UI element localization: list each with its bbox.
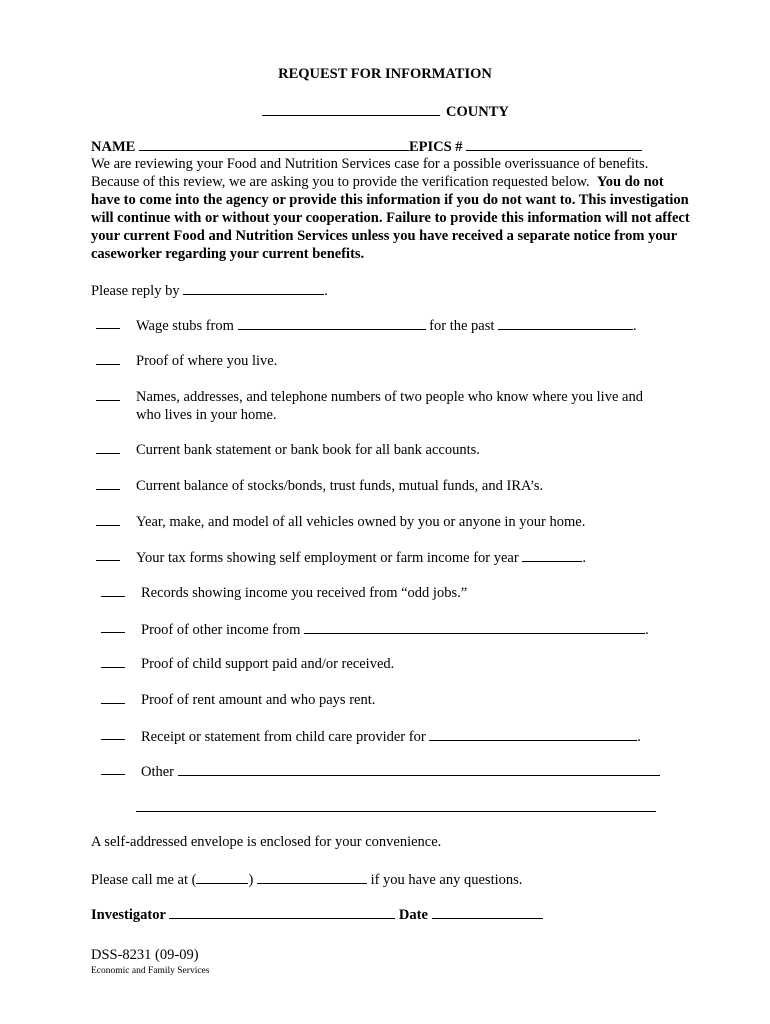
item-label: Proof of other income from [141,622,301,638]
department-name: Economic and Family Services [91,966,210,976]
investigator-label: Investigator [91,907,166,923]
name-row [91,137,642,156]
item-references [96,388,656,424]
item-child-care [101,727,641,746]
item-period: . [637,729,641,745]
name-label: NAME [91,139,136,155]
item-label: for the past [429,318,495,334]
call-label: Please call me at ( [91,872,197,888]
checkbox-line[interactable] [101,762,125,775]
call-paren: ) [248,872,254,888]
item-label: Your tax forms showing self employment or farm income for year [136,550,519,566]
other-income-field[interactable] [304,620,645,634]
item-child-support [101,655,394,673]
county-row [262,102,509,121]
checkbox-line[interactable] [96,513,120,526]
checkbox-line[interactable] [96,441,120,454]
date-field[interactable] [432,905,543,919]
intro-text: We are reviewing your Food and Nutrition Services case for a possible overissuance of benefits. Because of this review, we are asking you to provide the verification requested below. [91,156,649,190]
item-stocks [96,477,543,495]
name-field[interactable] [139,137,409,151]
item-label: Records showing income you received from “odd jobs.” [141,585,468,601]
envelope-note: A self-addressed envelope is enclosed for your convenience. [91,834,442,850]
checkbox-line[interactable] [96,548,120,561]
tax-year-field[interactable] [522,548,582,562]
checkbox-line[interactable] [101,655,125,668]
item-label: Wage stubs from [136,318,234,334]
epics-label: EPICS # [408,139,463,155]
item-odd-jobs [101,584,467,602]
wage-period-field[interactable] [498,316,633,330]
other-field-continued[interactable] [136,810,656,812]
checkbox-line[interactable] [96,477,120,490]
county-field[interactable] [262,102,440,116]
other-field[interactable] [178,762,660,776]
checkbox-line[interactable] [96,316,120,329]
item-label: Other [141,764,175,780]
reply-date-field[interactable] [183,281,324,295]
item-period: . [633,318,637,334]
checkbox-line[interactable] [101,584,125,597]
item-period: . [582,550,586,566]
form-code: DSS-8231 (09-09) [91,947,199,963]
item-other [101,762,660,781]
item-label: Current balance of stocks/bonds, trust funds, mutual funds, and IRA’s. [136,478,544,494]
investigator-field[interactable] [169,905,395,919]
item-label: Year, make, and model of all vehicles owned by you or anyone in your home. [136,514,586,530]
intro-bold-text: You do not have to come into the agency or provide this information if you do not want to. This investigation will continue with or without your cooperation. Failure to provide this information will not affect your current Food and Nutrition Services unless you have received a separate notice from your caseworker regarding your current benefits. [91,174,690,262]
checkbox-line[interactable] [101,727,125,740]
item-label: Names, addresses, and telephone numbers of two people who know where you live and who lives in your home. [136,389,643,423]
date-label: Date [398,907,428,923]
item-label: Receipt or statement from child care provider for [141,729,426,745]
investigator-row [91,905,543,924]
item-period: . [645,622,649,638]
phone-field[interactable] [257,870,367,884]
county-label: COUNTY [446,104,509,120]
checkbox-line[interactable] [96,388,120,401]
item-label: Current bank statement or bank book for all bank accounts. [136,442,480,458]
item-residence [96,352,277,370]
item-rent [101,691,375,709]
call-row [91,870,522,889]
checkbox-line[interactable] [101,691,125,704]
reply-period: . [324,283,328,299]
intro-paragraph [91,155,691,263]
form-title: REQUEST FOR INFORMATION [278,66,492,82]
item-wage-stubs [96,316,637,335]
checkbox-line[interactable] [96,352,120,365]
item-label: Proof of where you live. [136,353,278,369]
item-vehicles [96,513,585,531]
checkbox-line[interactable] [101,620,125,633]
call-suffix: if you have any questions. [370,872,523,888]
reply-label: Please reply by [91,283,180,299]
epics-field[interactable] [466,137,642,151]
item-label: Proof of child support paid and/or received. [141,656,395,672]
item-label: Proof of rent amount and who pays rent. [141,692,376,708]
item-tax-forms [96,548,586,567]
area-code-field[interactable] [196,870,248,884]
item-bank [96,441,480,459]
child-care-field[interactable] [429,727,637,741]
wage-source-field[interactable] [238,316,426,330]
item-other-income [101,620,649,639]
reply-row [91,281,328,300]
